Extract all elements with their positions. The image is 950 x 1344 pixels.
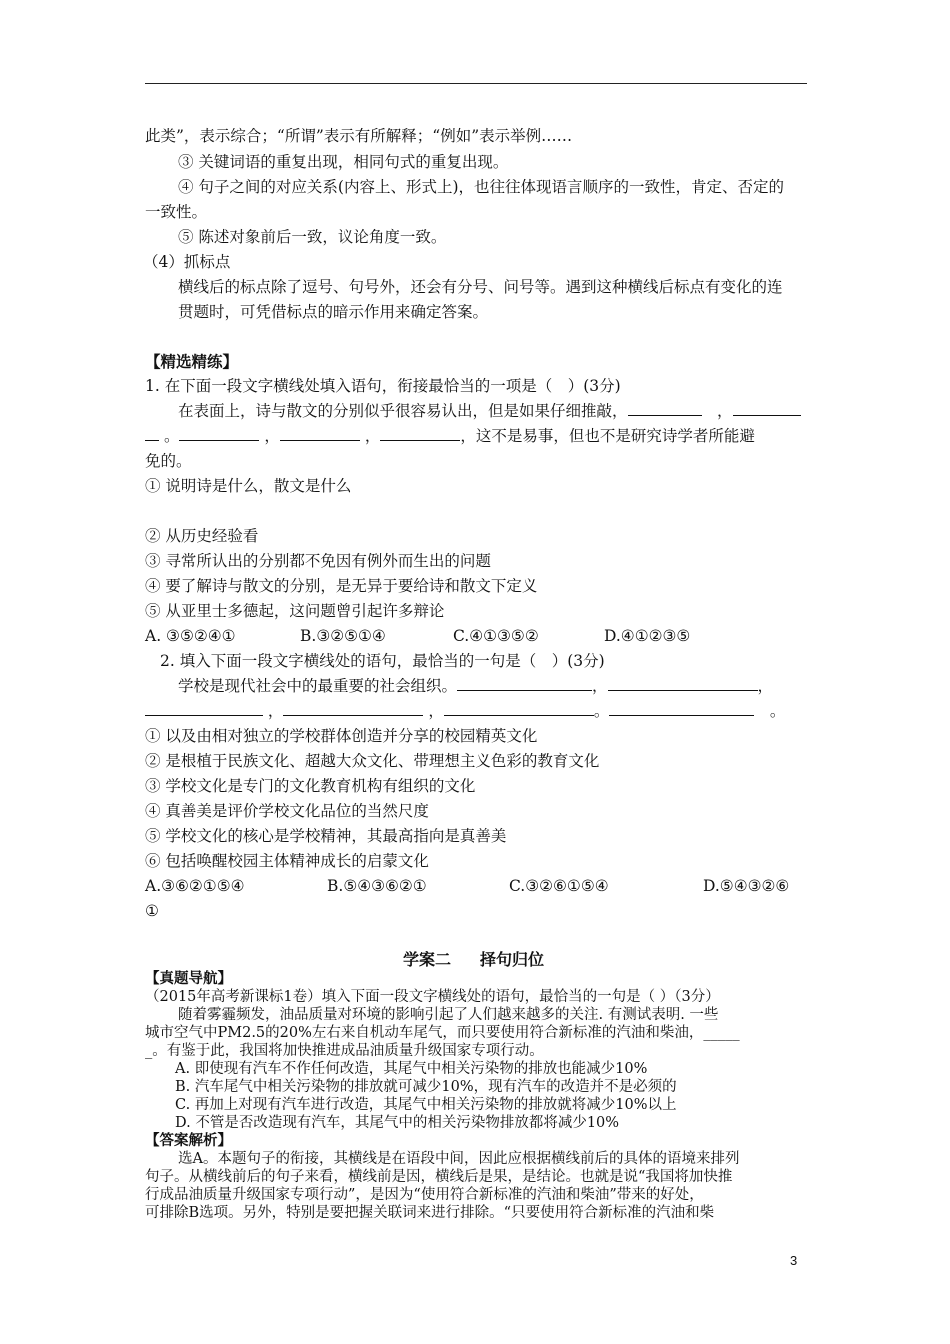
text-line: 此类”，表示综合；“所谓”表示有所解释；“例如”表示举例……	[145, 127, 573, 145]
option: A. ③⑤②④①	[145, 627, 236, 645]
paragraph-line: 句子。从横线前后的句子来看，横线前是因，横线后是果，是结论。也就是说“我国将加快推	[145, 1169, 733, 1185]
question-text: 免的。	[145, 452, 192, 470]
answer-blank	[283, 701, 423, 716]
answer-blank	[444, 701, 594, 716]
answer-blank	[609, 701, 754, 716]
answer-blank	[628, 401, 702, 416]
text-line: （4）抓标点	[143, 253, 231, 271]
section-heading: 【答案解析】	[145, 1132, 232, 1149]
option: D.④①②③⑤	[604, 627, 691, 645]
paragraph-line: 城市空气中PM2.5的20%左右来自机动车尾气，而只要使用符合新标准的汽油和柴油，_____	[145, 1025, 740, 1041]
paragraph-line: _。有鉴于此，我国将加快推进成品油质量升级国家专项行动。	[145, 1043, 544, 1059]
question-stem: 2. 填入下面一段文字横线处的语句，最恰当的一句是（ ）(3分)	[160, 652, 605, 670]
question-text: ， ， 。 。	[145, 701, 785, 721]
answer-blank	[457, 676, 592, 691]
question-stem: 1. 在下面一段文字横线处填入语句，衔接最恰当的一项是（ ）(3分)	[145, 377, 621, 395]
paragraph-line: 选A。本题句子的衔接，其横线是在语段中间，因此应根据横线前后的具体的语境来排列	[178, 1151, 740, 1167]
list-item: ③ 学校文化是专门的文化教育机构有组织的文化	[145, 777, 476, 795]
answer-blank	[380, 426, 460, 441]
text-line: 横线后的标点除了逗号、句号外，还会有分号、问号等。遇到这种横线后标点有变化的连	[178, 278, 783, 296]
answer-blank	[145, 701, 263, 716]
list-item: ④ 要了解诗与散文的分别，是无异于要给诗和散文下定义	[145, 577, 538, 595]
paragraph-line: 随着雾霾频发，油品质量对环境的影响引起了人们越来越多的关注. 有测试表明. 一些	[178, 1007, 719, 1023]
choice: C. 再加上对现有汽车进行改造，其尾气中相关污染物的排放就将减少10%以上	[175, 1097, 677, 1113]
text-line: ⑤ 陈述对象前后一致，议论角度一致。	[178, 228, 447, 246]
answer-blank	[145, 426, 159, 441]
answer-blank	[733, 401, 801, 416]
text-line: 贯题时，可凭借标点的暗示作用来确定答案。	[178, 303, 489, 321]
choice: D. 不管是否改造现有汽车，其尾气中的相关污染物排放都将减少10%	[175, 1115, 620, 1131]
answer-blank	[280, 426, 360, 441]
answer-blank	[608, 676, 758, 691]
list-item: ③ 寻常所认出的分别都不免因有例外而生出的问题	[145, 552, 491, 570]
question-text: 学校是现代社会中的最重要的社会组织。 ， ，	[178, 677, 774, 695]
option: B.⑤④③⑥②①	[327, 877, 427, 895]
text-line: ③ 关键词语的重复出现，相同句式的重复出现。	[178, 153, 509, 171]
section-title: 学案二	[403, 950, 452, 969]
choice: A. 即使现有汽车不作任何改造，其尾气中相关污染物的排放也能减少10%	[175, 1061, 648, 1077]
option: C.③②⑥①⑤④	[509, 877, 609, 895]
list-item: ② 是根植于民族文化、超越大众文化、带理想主义色彩的教育文化	[145, 752, 600, 770]
paragraph-line: 可排除B选项。另外，特别是要把握关联词来进行排除。“只要使用符合新标准的汽油和柴	[145, 1205, 715, 1221]
page-number: 3	[790, 1253, 798, 1268]
option: A.③⑥②①⑤④	[145, 877, 245, 895]
option: C.④①③⑤②	[453, 627, 539, 645]
option: D.⑤④③②⑥	[703, 877, 790, 895]
answer-blank	[179, 426, 259, 441]
question-text: 在表面上，诗与散文的分别似乎很容易认出，但是如果仔细推敲， ，	[178, 401, 801, 421]
list-item: ④ 真善美是评价学校文化品位的当然尺度	[145, 802, 429, 820]
list-item: ① 说明诗是什么，散文是什么	[145, 477, 352, 495]
section-heading: 【精选精练】	[145, 352, 239, 371]
list-item: ⑥ 包括唤醒校园主体精神成长的启蒙文化	[145, 852, 429, 870]
list-item: ① 以及由相对独立的学校群体创造并分享的校园精英文化	[145, 727, 538, 745]
option-wrap: ①	[145, 902, 159, 920]
list-item: ⑤ 从亚里士多德起，这问题曾引起许多辩论	[145, 602, 445, 620]
list-item: ② 从历史经验看	[145, 527, 259, 545]
paragraph-line: 行成品油质量升级国家专项行动”，是因为“使用符合新标准的汽油和柴油”带来的好处，	[145, 1187, 704, 1203]
option: B.③②⑤①④	[300, 627, 386, 645]
list-item: ⑤ 学校文化的核心是学校精神，其最高指向是真善美	[145, 827, 507, 845]
question-text: 。 ， ， ，这不是易事，但也不是研究诗学者所能避	[145, 426, 755, 446]
question-stem: （2015年高考新课标1卷）填入下面一段文字横线处的语句，最恰当的一句是（ ）（3分）	[145, 989, 720, 1005]
header-rule	[145, 83, 807, 84]
section-heading: 【真题导航】	[145, 970, 232, 987]
text-line: ④ 句子之间的对应关系(内容上、形式上)，也往往体现语言顺序的一致性，肯定、否定的	[178, 178, 785, 196]
text-line: 一致性。	[145, 203, 208, 221]
choice: B. 汽车尾气中相关污染物的排放就可减少10%，现有汽车的改造并不是必须的	[175, 1079, 677, 1095]
section-title: 择句归位	[480, 950, 545, 969]
